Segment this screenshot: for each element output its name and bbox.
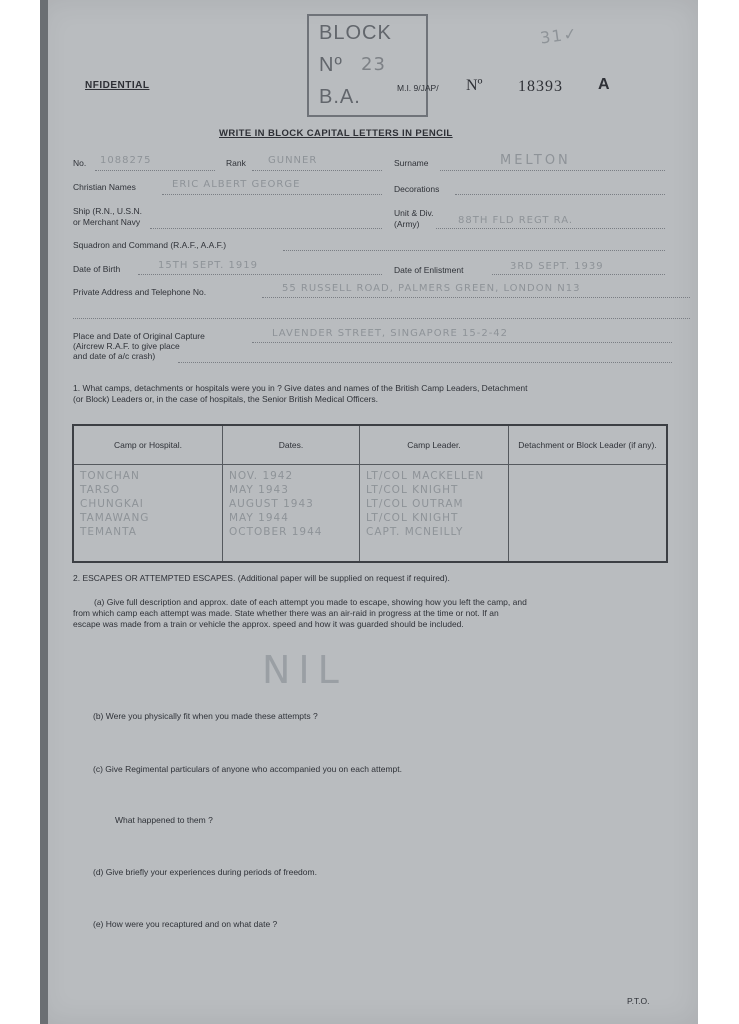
rank-label: Rank xyxy=(226,158,246,168)
corner-check-mark: 31✓ xyxy=(538,23,580,48)
camp-leader: LT/COL KNIGHT xyxy=(366,512,459,524)
form-reference: M.I. 9/JAP/ xyxy=(397,83,439,93)
camp-name: CHUNGKAI xyxy=(80,498,144,510)
decorations-label: Decorations xyxy=(394,184,440,194)
camp-date: OCTOBER 1944 xyxy=(229,526,323,538)
col-dates-header: Dates. xyxy=(223,425,360,465)
question-2-heading: 2. ESCAPES OR ATTEMPTED ESCAPES. (Additional paper will be supplied on request if required). xyxy=(73,573,450,583)
serial-number: 18393 xyxy=(518,78,563,95)
camp-date: AUGUST 1943 xyxy=(229,498,314,510)
page-edge-shadow xyxy=(40,0,48,1024)
address-label: Private Address and Telephone No. xyxy=(73,287,207,297)
camp-name: TONCHAN xyxy=(80,470,140,482)
unit-label: Unit & Div. xyxy=(394,208,434,218)
camp-date: NOV. 1942 xyxy=(229,470,294,482)
question-2c-followup: What happened to them ? xyxy=(115,815,213,825)
camp-leader: LT/COL KNIGHT xyxy=(366,484,459,496)
question-2a-text-cont2: escape was made from a train or vehicle the approx. speed and how it was guarded should be included. xyxy=(73,619,464,629)
christian-names-value: ERIC ALBERT GEORGE xyxy=(172,179,301,190)
squadron-label: Squadron and Command (R.A.F., A.A.F.) xyxy=(73,240,227,250)
table-row xyxy=(73,465,667,563)
camp-date: MAY 1943 xyxy=(229,484,289,496)
escape-answer-nil: NIL xyxy=(262,648,347,692)
capture-label: Place and Date of Original Capture xyxy=(73,331,205,341)
leader-cell xyxy=(360,465,509,563)
camps-table xyxy=(72,424,668,563)
serial-suffix: A xyxy=(598,76,610,93)
rank-value: GUNNER xyxy=(268,155,318,166)
address-value: 55 RUSSELL ROAD, PALMERS GREEN, LONDON N13 xyxy=(282,283,581,294)
instruction-heading: WRITE IN BLOCK CAPITAL LETTERS IN PENCIL xyxy=(219,128,453,139)
question-2e-text: (e) How were you recaptured and on what date ? xyxy=(93,919,278,929)
camps-table-header xyxy=(73,425,667,465)
camp-date: MAY 1944 xyxy=(229,512,289,524)
camp-name: TARSO xyxy=(80,484,121,496)
aircrew-label: (Aircrew R.A.F. to give place xyxy=(73,341,180,351)
surname-value: MELTON xyxy=(500,153,571,168)
stamp-number: 23 xyxy=(361,54,386,75)
stamp-line-block: BLOCK xyxy=(319,22,392,44)
camp-leader: CAPT. MCNEILLY xyxy=(366,526,464,538)
date-of-birth-value: 15TH SEPT. 1919 xyxy=(158,260,258,271)
army-label: (Army) xyxy=(394,219,420,229)
block-stamp xyxy=(307,14,428,117)
no-value: 1088275 xyxy=(100,155,152,166)
question-2d-text: (d) Give briefly your experiences during periods of freedom. xyxy=(93,867,317,877)
number-label: Nº xyxy=(466,77,483,94)
camp-cell xyxy=(73,465,223,563)
camp-leader: LT/COL OUTRAM xyxy=(366,498,464,510)
pto-label: P.T.O. xyxy=(627,996,650,1006)
question-1-text: 1. What camps, detachments or hospitals were you in ? Give dates and names of the British Camp Leaders, Detachment xyxy=(73,383,528,393)
christian-names-label: Christian Names xyxy=(73,182,136,192)
date-of-birth-label: Date of Birth xyxy=(73,264,121,274)
question-2a-text-cont: from which camp each attempt was made. State whether there was an air-raid in progress at the time or not. If an xyxy=(73,608,499,618)
surname-label: Surname xyxy=(394,158,429,168)
col-camp-header: Camp or Hospital. xyxy=(73,425,223,465)
dates-cell xyxy=(223,465,360,563)
ship-label: Ship (R.N., U.S.N. xyxy=(73,206,142,216)
capture-value: LAVENDER STREET, SINGAPORE 15-2-42 xyxy=(272,328,509,339)
camp-name: TEMANTA xyxy=(80,526,137,538)
no-label: No. xyxy=(73,158,87,168)
unit-value: 88TH FLD REGT RA. xyxy=(458,215,574,226)
confidential-label: NFIDENTIAL xyxy=(85,80,150,91)
enlistment-value: 3RD SEPT. 1939 xyxy=(510,261,604,272)
question-2a-text: (a) Give full description and approx. date of each attempt you made to escape, showing how you left the camp, and xyxy=(94,597,527,607)
col-detachment-header: Detachment or Block Leader (if any). xyxy=(509,425,668,465)
question-2c-text: (c) Give Regimental particulars of anyone who accompanied you on each attempt. xyxy=(93,764,402,774)
merchant-navy-label: or Merchant Navy xyxy=(73,217,141,227)
camp-name: TAMAWANG xyxy=(80,512,150,524)
question-2b-text: (b) Were you physically fit when you made these attempts ? xyxy=(93,711,318,721)
stamp-line-no: Nº xyxy=(319,54,343,76)
question-1-text-cont: (or Block) Leaders or, in the case of hospitals, the Senior British Medical Officers. xyxy=(73,394,379,404)
enlistment-label: Date of Enlistment xyxy=(394,265,464,275)
col-leader-header: Camp Leader. xyxy=(360,425,509,465)
camp-leader: LT/COL MACKELLEN xyxy=(366,470,485,482)
crash-label: and date of a/c crash) xyxy=(73,351,156,361)
stamp-line-ba: B.A. xyxy=(319,86,361,108)
detachment-cell xyxy=(509,465,668,563)
